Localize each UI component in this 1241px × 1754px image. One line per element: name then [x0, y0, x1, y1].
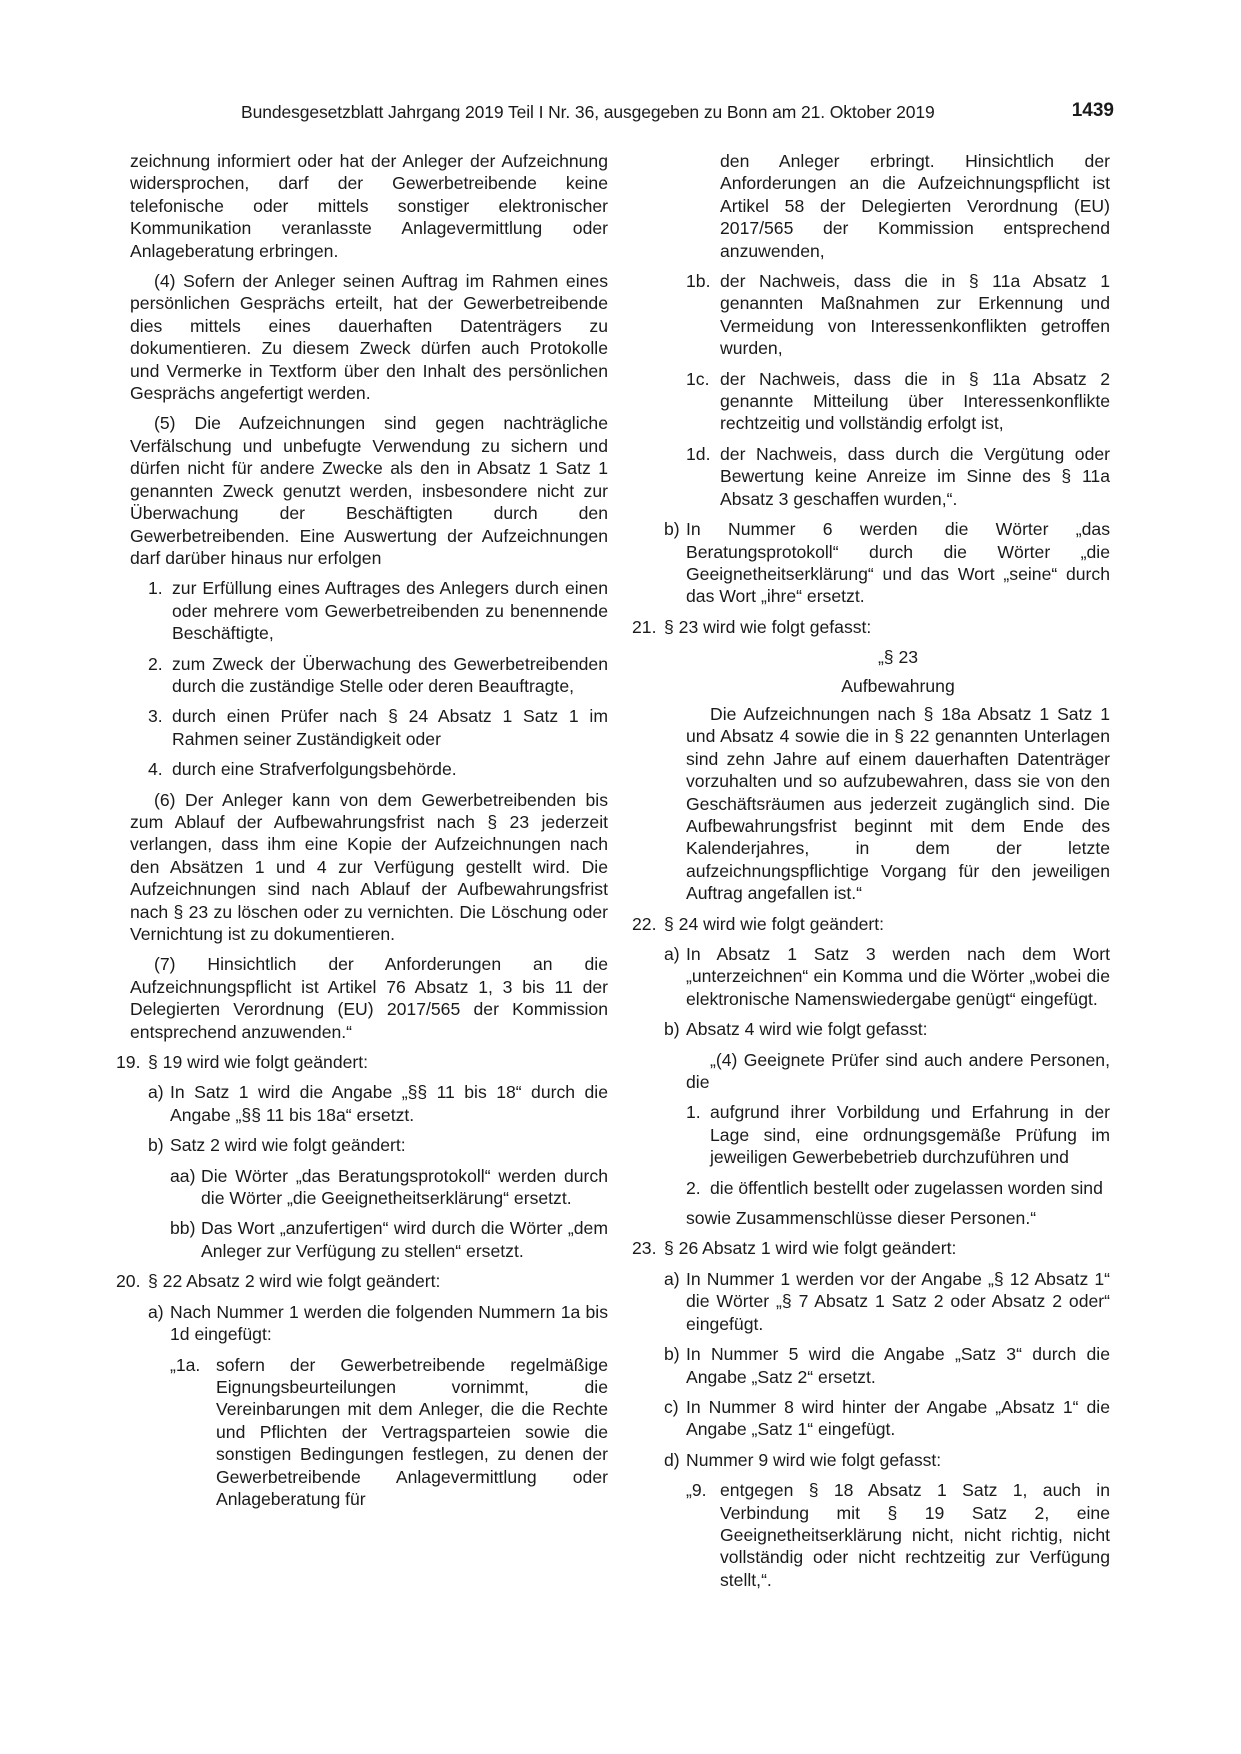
amendment-23d	[664, 1449, 1110, 1471]
amendment-19b	[148, 1134, 608, 1156]
list-item	[148, 705, 608, 750]
list-item-label: 2.	[148, 653, 163, 674]
paragraph-5: (5) Die Aufzeichnungen sind gegen nachträgliche Verfälschung und unbefugte Verwendung zu sichern und dürfen nicht für andere Zwecke als den in Absatz 1 Satz 1 genannten Zweck genutzt werden, insbesondere nicht zur Überwachung der Beschäftigten durch den Gewerbetreibenden. Eine Auswertung der Aufzeichnungen darf darüber hinaus nur erfolgen	[130, 413, 608, 568]
sub-item-label: a)	[664, 1268, 680, 1289]
amendment-20	[116, 1270, 608, 1292]
list-item	[148, 758, 608, 780]
list-item-label: 4.	[148, 759, 163, 780]
list-item	[686, 1101, 1110, 1168]
amendment-21	[632, 616, 1110, 638]
amendment-19a	[148, 1081, 608, 1126]
sub-item-label: a)	[148, 1082, 164, 1103]
amendment-23	[632, 1237, 1110, 1259]
amendment-22a	[664, 943, 1110, 1010]
paragraph-4-closing: sowie Zusammenschlüsse dieser Personen.“	[686, 1208, 1037, 1229]
new-number-label: „9.	[686, 1480, 707, 1501]
amendment-23b	[664, 1343, 1110, 1388]
sub-item-text: In Nummer 1 werden vor der Angabe „§ 12 Absatz 1“ die Wörter „§ 7 Absatz 1 Satz 2 oder Absatz 2 oder“ eingefügt.	[686, 1268, 1110, 1334]
list-item-label: 2.	[686, 1177, 701, 1198]
new-number-9	[686, 1479, 1110, 1591]
paragraph-7: (7) Hinsichtlich der Anforderungen an die Aufzeichnungspflicht ist Artikel 76 Absatz 1, 3 bis 11 der Delegierten Verordnung (EU) 2017/565 der Kommission entsprechend anzuwenden.“	[130, 954, 608, 1042]
inserted-number-text: der Nachweis, dass die in § 11a Absatz 1 genannten Maßnahmen zur Erkennung und Vermeidung von Interessenkonflikten getroffen wurden,	[720, 271, 1110, 359]
sub-item-text: In Nummer 8 wird hinter der Angabe „Absatz 1“ die Angabe „Satz 1“ eingefügt.	[686, 1396, 1110, 1440]
section-title: Aufbewahrung	[841, 675, 955, 696]
amendment-text: § 24 wird wie folgt geändert:	[664, 913, 885, 934]
paragraph-4: (4) Sofern der Anleger seinen Auftrag im Rahmen eines persönlichen Gesprächs erteilt, hat der Gewerbetreibende dies mittels eines dauerhaften Datenträgers zu dokumentieren. Zu diesem Zweck dürfen auch Protokolle und Vermerke in Textform über den Inhalt des persönlichen Gesprächs angefertigt werden.	[130, 271, 608, 404]
list-item	[148, 653, 608, 698]
paragraph-continuation: den Anleger erbringt. Hinsichtlich der Anforderungen an die Aufzeichnungspflicht ist Artikel 58 der Delegierten Verordnung (EU) 2017/565 der Kommission entsprechend anzuwenden,	[720, 151, 1110, 261]
list-item-text: durch eine Strafverfolgungsbehörde.	[172, 759, 457, 780]
sub-sub-item-label: bb)	[170, 1218, 196, 1239]
list-item-label: 1.	[148, 578, 163, 599]
amendment-text: § 19 wird wie folgt geändert:	[148, 1052, 369, 1073]
amendment-22	[632, 913, 1110, 935]
amendment-19	[116, 1051, 608, 1073]
list-item-label: 3.	[148, 706, 163, 727]
page-number: 1439	[1071, 100, 1114, 121]
inserted-number-text: sofern der Gewerbetreibende regelmäßige Eignungsbeurteilungen vornimmt, die Vereinbarungen mit dem Anleger, die die Rechte und Pflichten der Vertragsparteien sowie die sonstigen Bedingungen festlegen, zu denen der Gewerbetreibende Anlagevermittlung oder Anlageberatung für	[216, 1354, 608, 1509]
amendment-20b	[664, 518, 1110, 608]
sub-item-text: In Absatz 1 Satz 3 werden nach dem Wort „unterzeichnen“ ein Komma und die Wörter „wobei die elektronische Namenswiedergabe genügt“ eingefügt.	[686, 944, 1110, 1009]
sub-item-label: b)	[664, 1344, 680, 1365]
amendment-20a	[148, 1301, 608, 1346]
new-number-text: entgegen § 18 Absatz 1 Satz 1, auch in Verbindung mit § 19 Satz 2, eine Geeignetheitserklärung nicht, nicht richtig, nicht vollständig oder nicht rechtzeitig zur Verfügung stellt,“.	[720, 1480, 1110, 1590]
right-column	[634, 150, 1110, 1599]
list-item-text: zum Zweck der Überwachung des Gewerbetreibenden durch die zuständige Stelle oder deren Beauftragte,	[172, 653, 608, 696]
inserted-number-label: 1d.	[686, 443, 711, 464]
inserted-number-label: „1a.	[170, 1354, 201, 1375]
paragraph-continuation: zeichnung informiert oder hat der Anleger der Aufzeichnung widersprochen, darf der Gewerbetreibende keine telefonische oder mittels sonstiger elektronischer Kommunikation veranlasste Anlagevermittlung oder Anlageberatung erbringen.	[130, 151, 608, 261]
sub-sub-item-label: aa)	[170, 1165, 196, 1186]
sub-item-label: d)	[664, 1449, 680, 1470]
sub-item-text: Nach Nummer 1 werden die folgenden Nummern 1a bis 1d eingefügt:	[170, 1301, 608, 1345]
sub-item-text: In Satz 1 wird die Angabe „§§ 11 bis 18“ durch die Angabe „§§ 11 bis 18a“ ersetzt.	[170, 1082, 608, 1125]
amendment-text: § 23 wird wie folgt gefasst:	[664, 616, 872, 637]
amendment-19b-bb	[170, 1217, 608, 1262]
amendment-text: § 26 Absatz 1 wird wie folgt geändert:	[664, 1238, 957, 1259]
amendment-23a	[664, 1268, 1110, 1335]
list-item-text: zur Erfüllung eines Auftrages des Anlegers durch einen oder mehrere vom Gewerbetreibenden zu benennende Beschäftigte,	[172, 578, 608, 644]
left-column	[116, 150, 608, 1518]
page-header	[241, 100, 1114, 130]
inserted-number-label: 1b.	[686, 271, 711, 292]
sub-item-text: Absatz 4 wird wie folgt gefasst:	[686, 1019, 928, 1040]
amendment-number: 22.	[632, 913, 657, 934]
inserted-number-label: 1c.	[686, 368, 710, 389]
amendment-22b	[664, 1018, 1110, 1040]
list-item-text: aufgrund ihrer Vorbildung und Erfahrung in der Lage sind, eine ordnungsgemäße Prüfung im jeweiligen Gewerbebetrieb durchzuführen und	[710, 1102, 1110, 1168]
sub-item-label: b)	[148, 1135, 164, 1156]
list-item-label: 1.	[686, 1102, 701, 1123]
list-item	[686, 1177, 1110, 1199]
sub-item-text: In Nummer 6 werden die Wörter „das Beratungsprotokoll“ durch die Wörter „die Geeignetheitserklärung“ und das Wort „seine“ durch das Wort „ihre“ ersetzt.	[686, 519, 1110, 607]
inserted-number-1d	[686, 443, 1110, 510]
inserted-number-text: der Nachweis, dass durch die Vergütung oder Bewertung keine Anreize im Sinne des § 11a Absatz 3 geschaffen wurden,“.	[720, 443, 1110, 509]
amendment-number: 21.	[632, 616, 657, 637]
section-heading: „§ 23	[877, 647, 919, 668]
inserted-number-1c	[686, 368, 1110, 435]
list-item-text: durch einen Prüfer nach § 24 Absatz 1 Satz 1 im Rahmen seiner Zuständigkeit oder	[172, 706, 608, 749]
list-item	[148, 577, 608, 644]
amendment-number: 20.	[116, 1271, 141, 1292]
inserted-number-text: der Nachweis, dass die in § 11a Absatz 2 genannte Mitteilung über Interessenkonflikte rechtzeitig und vollständig erfolgt ist,	[720, 368, 1110, 434]
amendment-text: § 22 Absatz 2 wird wie folgt geändert:	[148, 1271, 441, 1292]
inserted-number-1b	[686, 270, 1110, 360]
sub-item-label: a)	[148, 1301, 164, 1322]
amendment-23c	[664, 1396, 1110, 1441]
sub-item-text: Satz 2 wird wie folgt geändert:	[170, 1135, 406, 1156]
sub-item-text: In Nummer 5 wird die Angabe „Satz 3“ durch die Angabe „Satz 2“ ersetzt.	[686, 1344, 1110, 1387]
sub-item-label: b)	[664, 519, 680, 540]
list-item-text: die öffentlich bestellt oder zugelassen worden sind	[710, 1177, 1103, 1198]
journal-title: Bundesgesetzblatt Jahrgang 2019 Teil I Nr. 36, ausgegeben zu Bonn am 21. Oktober 2019	[241, 102, 935, 122]
amendment-number: 19.	[116, 1052, 141, 1073]
amendment-number: 23.	[632, 1238, 657, 1259]
amendment-19b-aa	[170, 1165, 608, 1210]
sub-item-label: a)	[664, 944, 680, 964]
sub-sub-item-text: Die Wörter „das Beratungsprotokoll“ werden durch die Wörter „die Geeignetheitserklärung“ ersetzt.	[201, 1165, 608, 1209]
paragraph-4-new: „(4) Geeignete Prüfer sind auch andere Personen, die	[686, 1049, 1110, 1093]
sub-item-text: Nummer 9 wird wie folgt gefasst:	[686, 1449, 942, 1470]
sub-sub-item-text: Das Wort „anzufertigen“ wird durch die Wörter „dem Anleger zur Verfügung zu stellen“ ersetzt.	[201, 1218, 608, 1261]
sub-item-label: b)	[664, 1019, 680, 1040]
paragraph-6: (6) Der Anleger kann von dem Gewerbetreibenden bis zum Ablauf der Aufbewahrungsfrist nach § 23 jederzeit verlangen, dass ihm eine Kopie der Aufzeichnungen nach den Absätzen 1 und 4 zur Verfügung gestellt wird. Die Aufzeichnungen sind nach Ablauf der Aufbewahrungsfrist nach § 23 zu löschen oder zu vernichten. Die Löschung oder Vernichtung ist zu dokumentieren.	[130, 789, 608, 944]
sub-item-label: c)	[664, 1396, 679, 1417]
inserted-number-1a	[170, 1354, 608, 1511]
section-text: Die Aufzeichnungen nach § 18a Absatz 1 Satz 1 und Absatz 4 sowie die in § 22 genannten Unterlagen sind zehn Jahre auf einem dauerhaften Datenträger vorzuhalten und so aufzubewahren, dass sie von den Geschäftsräumen aus jederzeit zugänglich sind. Die Aufbewahrungsfrist beginnt mit dem Ende des Kalenderjahres, in dem der letzte aufzeichnungspflichtige Vorgang für den jeweiligen Auftrag angefallen ist.“	[686, 703, 1110, 904]
